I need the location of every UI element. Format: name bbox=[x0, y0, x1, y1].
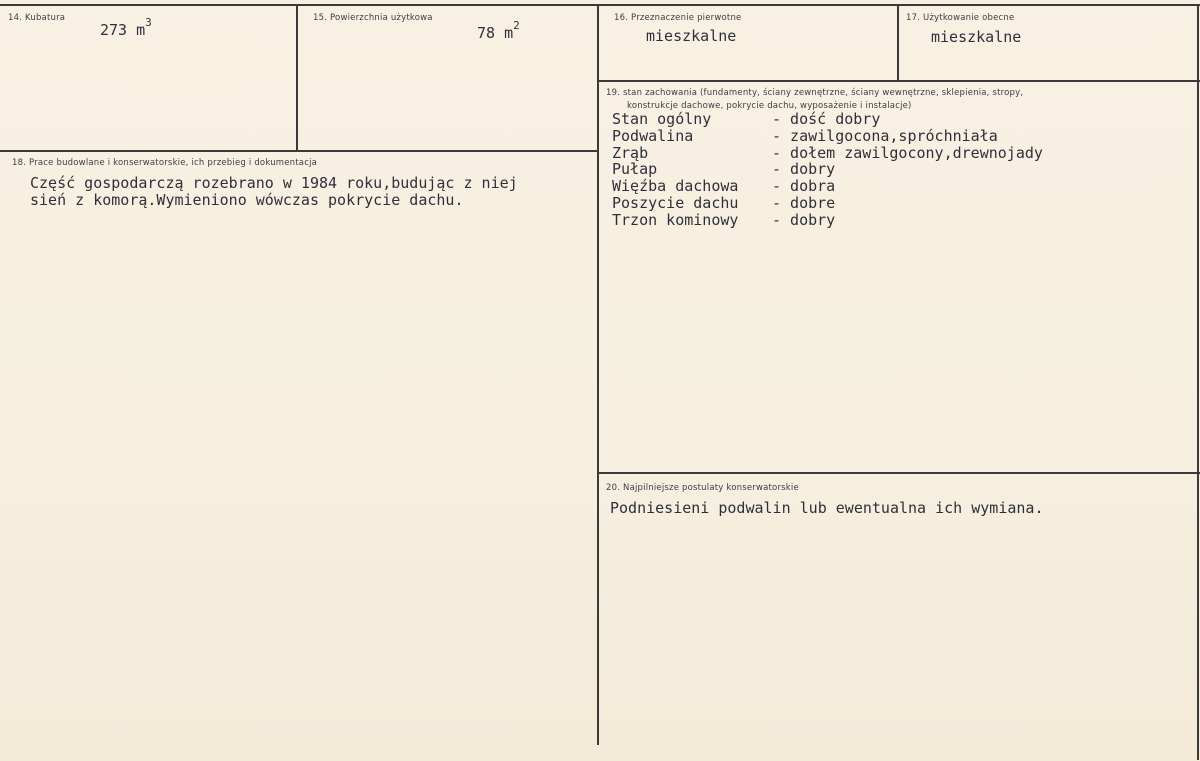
divider-16-17 bbox=[897, 5, 899, 81]
divider-above-20 bbox=[598, 472, 1200, 474]
divider-below-14-15 bbox=[0, 150, 598, 152]
center-divider bbox=[597, 5, 599, 745]
condition-key: Podwalina bbox=[612, 127, 694, 145]
condition-value: - dobre bbox=[772, 194, 836, 212]
field-20-value: Podniesieni podwalin lub ewentualna ich wymiana. bbox=[610, 499, 1044, 517]
powierzchnia-unit-exponent: 2 bbox=[513, 19, 520, 32]
condition-key: Trzon kominowy bbox=[612, 211, 739, 229]
condition-key: Zrąb bbox=[612, 144, 649, 162]
field-18-line-2: sień z komorą.Wymieniono wówczas pokrycie dachu. bbox=[30, 191, 464, 209]
condition-value: - zawilgocona,spróchniała bbox=[772, 127, 998, 145]
field-16-label: 16. Przeznaczenie pierwotne bbox=[614, 13, 742, 23]
field-15-label: 15. Powierzchnia użytkowa bbox=[313, 13, 433, 23]
condition-key: Poszycie dachu bbox=[612, 194, 739, 212]
field-19-label-line-1: 19. stan zachowania (fundamenty, ściany zewnętrzne, ściany wewnętrzne, sklepienia, stropy, bbox=[606, 88, 1024, 98]
top-border bbox=[0, 4, 1200, 6]
field-17-label: 17. Użytkowanie obecne bbox=[906, 13, 1015, 23]
field-14-value bbox=[100, 16, 152, 39]
condition-key: Pułap bbox=[612, 160, 658, 178]
condition-key: Stan ogólny bbox=[612, 110, 712, 128]
condition-value: - dość dobry bbox=[772, 110, 881, 128]
condition-value: - dołem zawilgocony,drewnojady bbox=[772, 144, 1043, 162]
field-19-label-line-2: konstrukcje dachowe, pokrycie dachu, wyposażenie i instalacje) bbox=[627, 101, 912, 111]
field-18-line-1: Część gospodarczą rozebrano w 1984 roku,budując z niej bbox=[30, 174, 518, 192]
divider-below-16-17 bbox=[598, 80, 1200, 82]
condition-key: Więźba dachowa bbox=[612, 177, 739, 195]
right-border bbox=[1197, 5, 1199, 760]
field-14-label: 14. Kubatura bbox=[8, 13, 66, 23]
condition-value: - dobry bbox=[772, 211, 836, 229]
field-17-value: mieszkalne bbox=[931, 28, 1022, 46]
powierzchnia-value: 78 m bbox=[477, 24, 514, 42]
divider-14-15 bbox=[296, 5, 298, 150]
condition-value: - dobra bbox=[772, 177, 836, 195]
field-18-label: 18. Prace budowlane i konserwatorskie, ich przebieg i dokumentacja bbox=[12, 158, 318, 168]
field-15-value bbox=[477, 19, 520, 42]
field-20-label: 20. Najpilniejsze postulaty konserwatorskie bbox=[606, 483, 799, 493]
field-16-value: mieszkalne bbox=[646, 27, 737, 45]
kubatura-unit-exponent: 3 bbox=[145, 16, 152, 29]
kubatura-value: 273 m bbox=[100, 21, 146, 39]
condition-value: - dobry bbox=[772, 160, 836, 178]
